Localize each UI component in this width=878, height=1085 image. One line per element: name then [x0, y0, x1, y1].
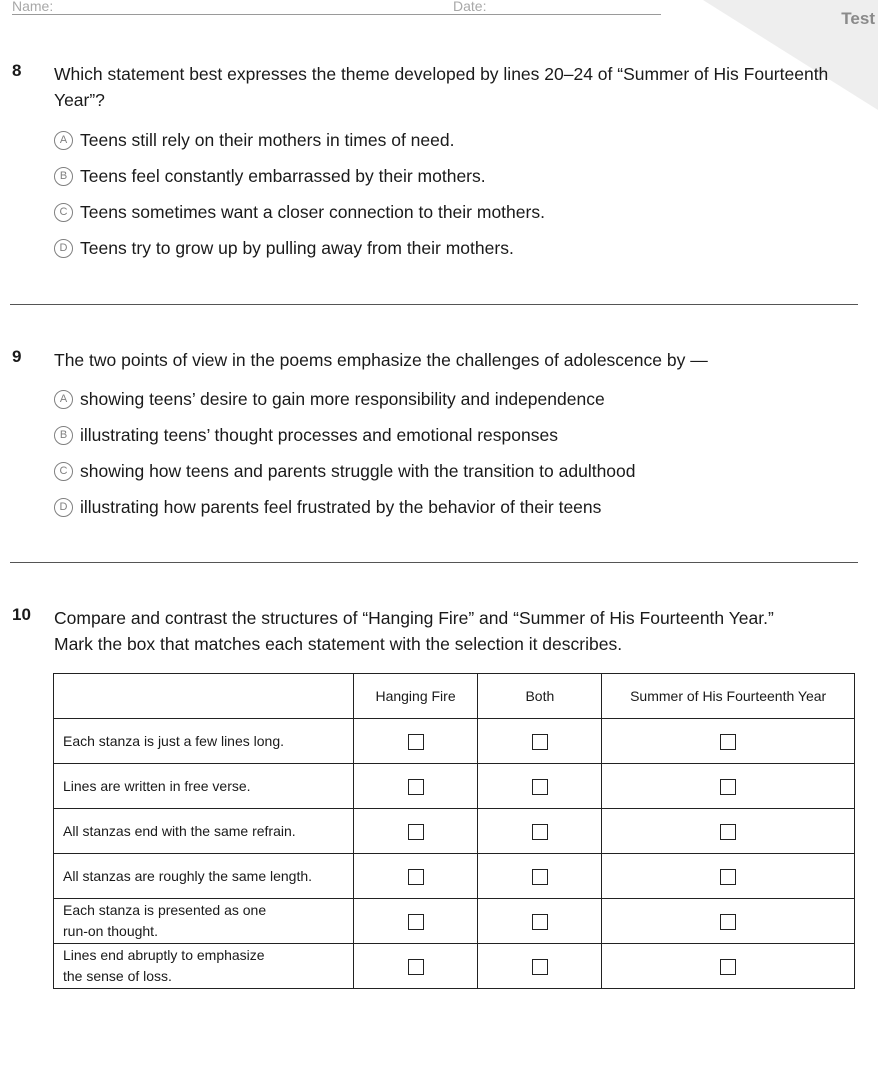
- question-text: The two points of view in the poems emphasize the challenges of adolescence by —: [54, 350, 708, 370]
- table-row: [54, 899, 855, 944]
- date-label: Date:: [453, 0, 487, 14]
- choice-text: Teens sometimes want a closer connection to their mothers.: [80, 202, 545, 222]
- name-label: Name:: [12, 0, 54, 14]
- table-row: [54, 764, 855, 809]
- answer-choice-d[interactable]: [54, 496, 636, 532]
- choice-bubble-d[interactable]: D: [54, 239, 73, 258]
- checkbox-summer[interactable]: [720, 824, 736, 840]
- statement-cell: [54, 899, 354, 944]
- answer-choices: [54, 129, 545, 273]
- statement-cell: [54, 764, 354, 809]
- checkbox-hanging-fire[interactable]: [408, 779, 424, 795]
- choice-bubble-c[interactable]: C: [54, 203, 73, 222]
- checkbox-hanging-fire[interactable]: [408, 824, 424, 840]
- checkbox-summer[interactable]: [720, 734, 736, 750]
- divider: [10, 304, 858, 305]
- checkbox-hanging-fire[interactable]: [408, 959, 424, 975]
- choice-text: Teens try to grow up by pulling away from their mothers.: [80, 238, 514, 258]
- statement-line: All stanzas end with the same refrain.: [63, 822, 296, 839]
- answer-choice-a[interactable]: [54, 388, 636, 424]
- table-row: [54, 854, 855, 899]
- question-number: 8: [12, 61, 22, 80]
- table-row: [54, 809, 855, 854]
- choice-text: Teens still rely on their mothers in times of need.: [80, 130, 455, 150]
- checkbox-cell: [478, 809, 602, 854]
- checkbox-both[interactable]: [532, 779, 548, 795]
- choice-bubble-c[interactable]: C: [54, 462, 73, 481]
- table-header-row: [54, 674, 855, 719]
- checkbox-cell: [602, 854, 855, 899]
- question-text: [54, 605, 844, 657]
- test-label: Test: [841, 9, 875, 28]
- statement-cell: [54, 944, 354, 989]
- checkbox-summer[interactable]: [720, 779, 736, 795]
- statement-line: All stanzas are roughly the same length.: [63, 867, 313, 884]
- choice-bubble-d[interactable]: D: [54, 498, 73, 517]
- question-text-line-2: Mark the box that matches each statement with the selection it describes.: [54, 634, 623, 654]
- choice-text: illustrating teens’ thought processes and emotional responses: [80, 425, 558, 445]
- answer-choice-d[interactable]: [54, 237, 545, 273]
- answer-choice-c[interactable]: [54, 460, 636, 496]
- question-text: Which statement best expresses the theme developed by lines 20–24 of “Summer of His Fourteenth Year”?: [54, 64, 829, 110]
- header-cell-blank: [54, 674, 354, 719]
- name-date-header: [12, 0, 661, 15]
- checkbox-cell: [602, 944, 855, 989]
- checkbox-cell: [478, 854, 602, 899]
- checkbox-cell: [353, 944, 478, 989]
- checkbox-cell: [353, 719, 478, 764]
- checkbox-cell: [478, 899, 602, 944]
- checkbox-cell: [353, 809, 478, 854]
- checkbox-both[interactable]: [532, 959, 548, 975]
- checkbox-hanging-fire[interactable]: [408, 914, 424, 930]
- statement-line: Each stanza is presented as one: [63, 902, 267, 918]
- statement-line: Lines are written in free verse.: [63, 777, 251, 794]
- question-number: 9: [12, 347, 22, 366]
- checkbox-cell: [478, 764, 602, 809]
- checkbox-hanging-fire[interactable]: [408, 734, 424, 750]
- checkbox-both[interactable]: [532, 914, 548, 930]
- answer-choice-b[interactable]: [54, 165, 545, 201]
- column-header-hanging-fire: Hanging Fire: [353, 674, 478, 719]
- choice-bubble-a[interactable]: A: [54, 131, 73, 150]
- table-row: [54, 719, 855, 764]
- column-header-both: Both: [478, 674, 602, 719]
- statement-line: run-on thought.: [63, 923, 158, 939]
- question-number: 10: [12, 605, 31, 624]
- statement-line: Lines end abruptly to emphasize: [63, 947, 265, 963]
- checkbox-cell: [602, 719, 855, 764]
- choice-text: showing how teens and parents struggle with the transition to adulthood: [80, 461, 636, 481]
- answer-choice-c[interactable]: [54, 201, 545, 237]
- answer-choice-b[interactable]: [54, 424, 636, 460]
- checkbox-cell: [353, 899, 478, 944]
- checkbox-hanging-fire[interactable]: [408, 869, 424, 885]
- choice-bubble-b[interactable]: B: [54, 426, 73, 445]
- statement-cell: [54, 854, 354, 899]
- checkbox-cell: [478, 719, 602, 764]
- checkbox-summer[interactable]: [720, 959, 736, 975]
- matching-table: [53, 673, 855, 989]
- checkbox-cell: [602, 809, 855, 854]
- choice-text: illustrating how parents feel frustrated by the behavior of their teens: [80, 497, 602, 517]
- table-row: [54, 944, 855, 989]
- answer-choices: [54, 388, 636, 532]
- checkbox-both[interactable]: [532, 869, 548, 885]
- checkbox-cell: [478, 944, 602, 989]
- statement-line: the sense of loss.: [63, 968, 172, 984]
- checkbox-cell: [602, 764, 855, 809]
- divider: [10, 562, 858, 563]
- checkbox-cell: [602, 899, 855, 944]
- column-header-summer: Summer of His Fourteenth Year: [602, 674, 855, 719]
- checkbox-cell: [353, 764, 478, 809]
- checkbox-summer[interactable]: [720, 914, 736, 930]
- statement-cell: [54, 809, 354, 854]
- choice-text: Teens feel constantly embarrassed by their mothers.: [80, 166, 486, 186]
- checkbox-summer[interactable]: [720, 869, 736, 885]
- question-text-line-1: Compare and contrast the structures of “Hanging Fire” and “Summer of His Fourteenth Year.”: [54, 608, 774, 628]
- statement-line: Each stanza is just a few lines long.: [63, 732, 285, 749]
- checkbox-both[interactable]: [532, 824, 548, 840]
- choice-bubble-b[interactable]: B: [54, 167, 73, 186]
- statement-cell: [54, 719, 354, 764]
- choice-bubble-a[interactable]: A: [54, 390, 73, 409]
- checkbox-cell: [353, 854, 478, 899]
- choice-text: showing teens’ desire to gain more responsibility and independence: [80, 389, 605, 409]
- answer-choice-a[interactable]: [54, 129, 545, 165]
- checkbox-both[interactable]: [532, 734, 548, 750]
